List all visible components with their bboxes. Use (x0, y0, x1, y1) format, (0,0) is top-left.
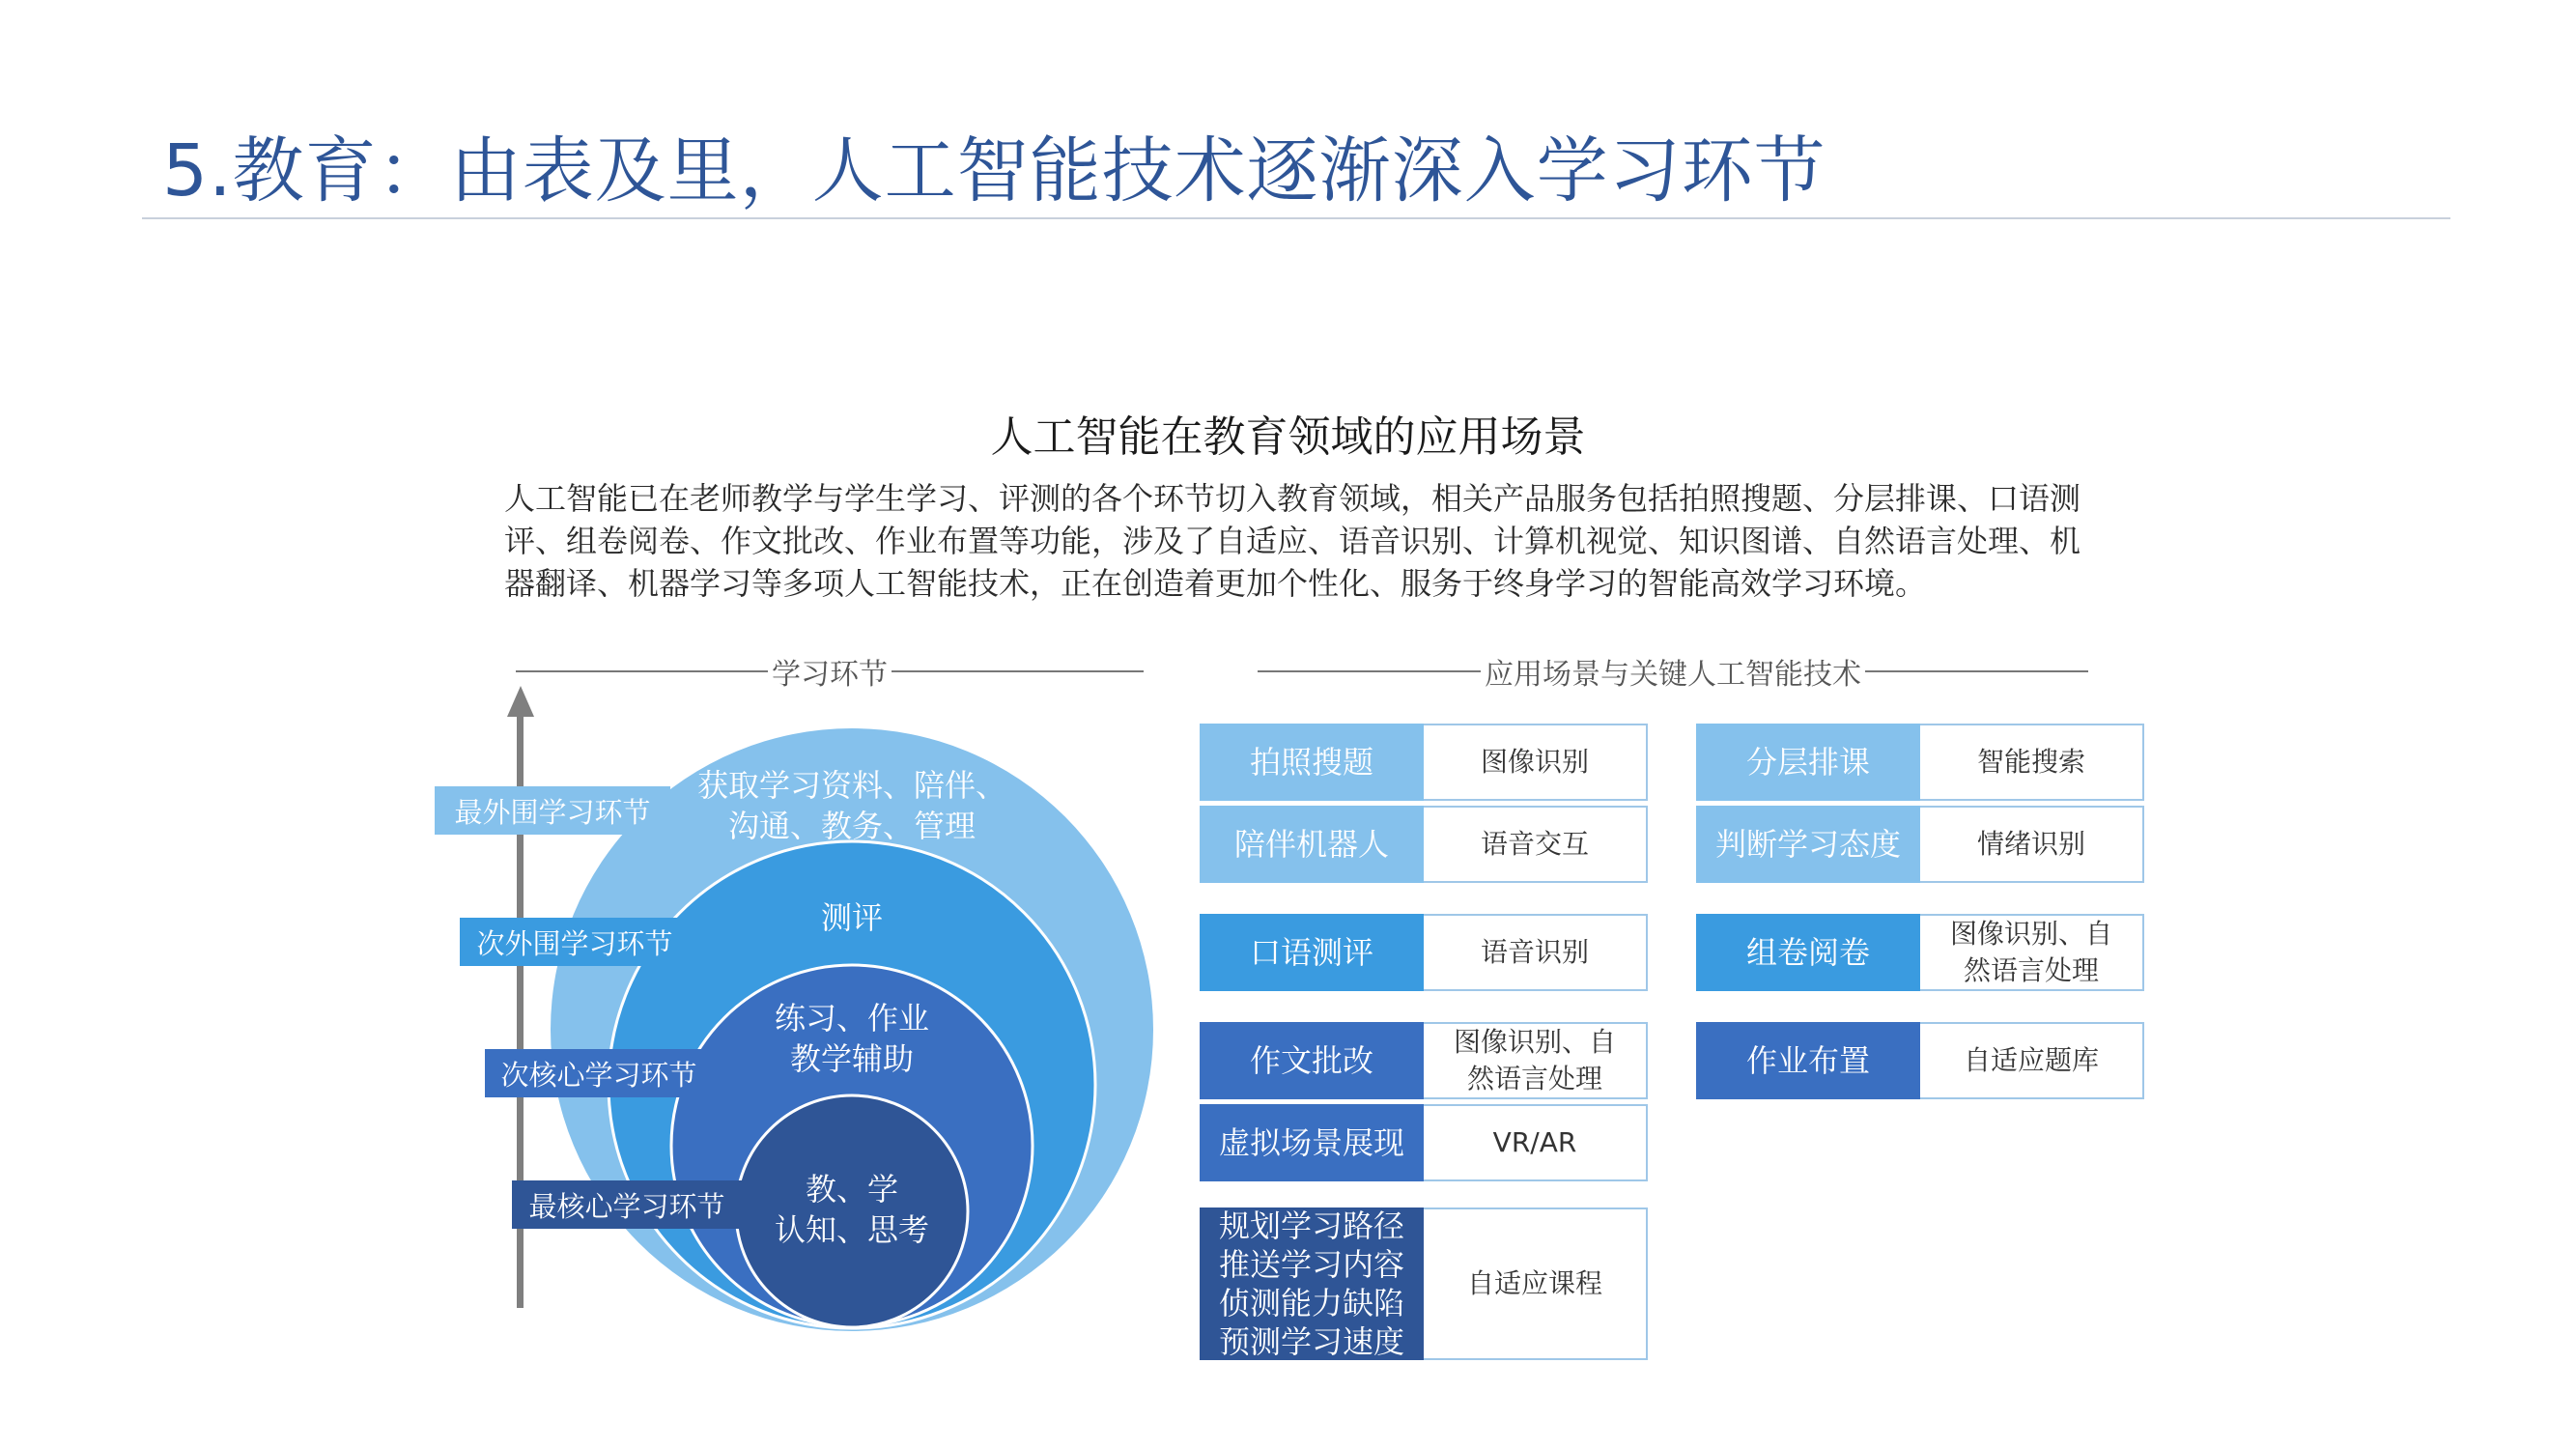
ring-label-core: 教、学 认知、思考 (774, 1171, 929, 1248)
scenario-tech: 智能搜索 (1920, 724, 2144, 801)
scenario-tech: 图像识别 (1424, 724, 1648, 801)
scenario-key: 组卷阅卷 (1696, 914, 1920, 991)
scenario-tech: 图像识别、自 然语言处理 (1424, 1022, 1648, 1099)
level-second-core: 次核心学习环节 (485, 1049, 713, 1097)
scenario-tech: 自适应题库 (1920, 1022, 2144, 1099)
scenario-key: 判断学习态度 (1696, 806, 1920, 883)
scenario-tech: VR/AR (1424, 1104, 1648, 1181)
scenario-tech: 自适应课程 (1424, 1208, 1648, 1360)
scenario-tech: 图像识别、自 然语言处理 (1920, 914, 2144, 991)
scenario-tech: 情绪识别 (1920, 806, 2144, 883)
scenario-key: 虚拟场景展现 (1200, 1104, 1424, 1181)
scenarios-heading-text: 应用场景与关键人工智能技术 (1485, 658, 1861, 692)
scenario-key: 作文批改 (1200, 1022, 1424, 1099)
level-second-outer: 次外围学习环节 (460, 918, 690, 966)
level-core: 最核心学习环节 (512, 1180, 742, 1229)
scenario-tech: 语音识别 (1424, 914, 1648, 991)
scenario-tech: 语音交互 (1424, 806, 1648, 883)
scenario-key: 拍照搜题 (1200, 724, 1424, 801)
arrow-up-icon (507, 686, 534, 717)
chart-title: 人工智能在教育领域的应用场景 (990, 412, 1586, 462)
scenario-key: 作业布置 (1696, 1022, 1920, 1099)
learning-stages-heading-text: 学习环节 (772, 658, 888, 692)
scenario-key: 规划学习路径 推送学习内容 侦测能力缺陷 预测学习速度 (1200, 1208, 1424, 1360)
level-outermost: 最外围学习环节 (435, 786, 670, 835)
ring-label-second: 测评 (820, 899, 883, 936)
ring-label-outermost: 获取学习资料、陪伴、 沟通、教务、管理 (696, 767, 1006, 844)
ring-label-third: 练习、作业 教学辅助 (774, 1000, 929, 1077)
slide-title: 5.教育：由表及里，人工智能技术逐渐深入学习环节 (162, 129, 1826, 213)
intro-paragraph: 人工智能已在老师教学与学生学习、评测的各个环节切入教育领域，相关产品服务包括拍照搜题、分层排课、口语测评、组卷阅卷、作文批改、作业布置等功能，涉及了自适应、语音识别、计算机视觉、知识图谱、自然语言处理、机器翻译、机器学习等多项人工智能技术，正在创造着更加个性化、服务于终身学习的智能高效学习环境。 (504, 480, 2081, 602)
scenario-key: 分层排课 (1696, 724, 1920, 801)
scenario-key: 口语测评 (1200, 914, 1424, 991)
scenario-key: 陪伴机器人 (1200, 806, 1424, 883)
